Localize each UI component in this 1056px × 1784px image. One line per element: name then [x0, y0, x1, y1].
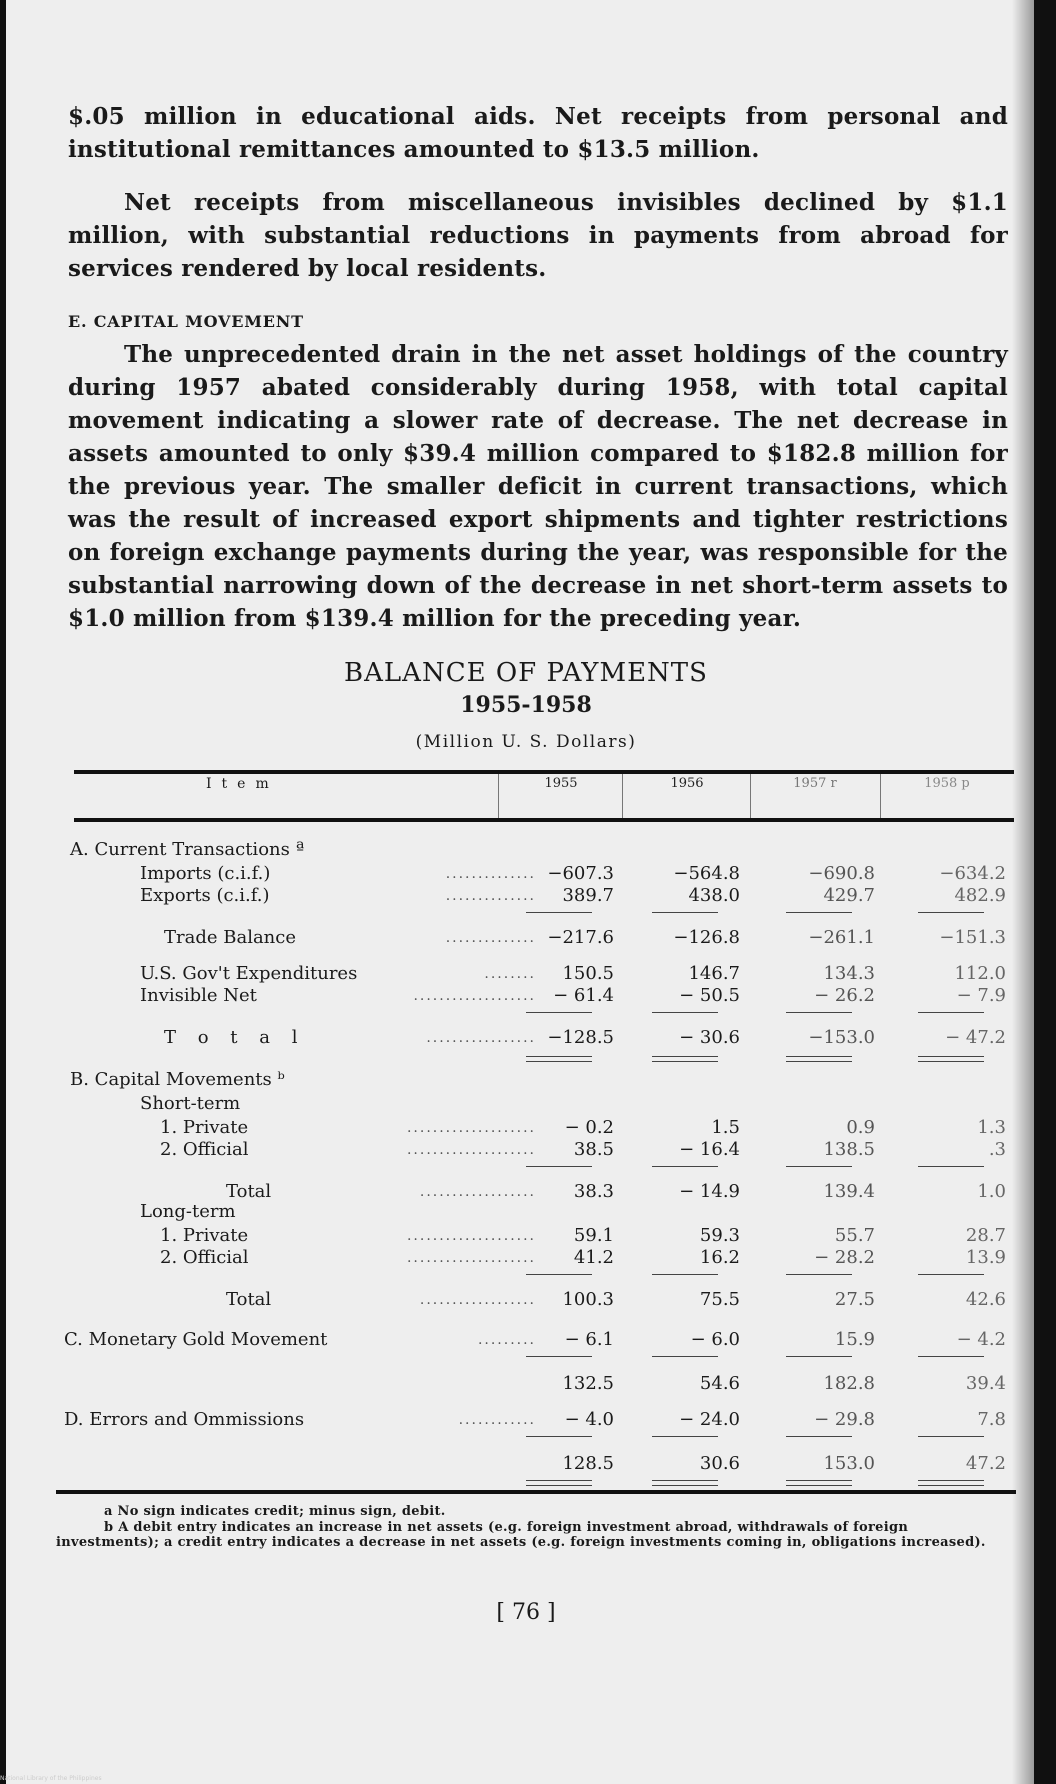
row-label: Long-term: [140, 1201, 236, 1222]
row-label: Exports (c.i.f.): [140, 885, 270, 906]
row-label: 1. Private: [160, 1225, 249, 1246]
cell: 42.6: [965, 1289, 1006, 1310]
cell: 1.5: [711, 1117, 740, 1138]
cell: −128.5: [547, 1027, 614, 1048]
leader-dots: ..................: [419, 1292, 536, 1308]
subtotal-rule: [652, 1012, 718, 1013]
leader-dots: ..............: [445, 930, 536, 946]
section-a-row: [60, 838, 1020, 862]
cell: 39.4: [965, 1373, 1006, 1394]
cell: 1.3: [977, 1117, 1006, 1138]
cell: 55.7: [834, 1225, 875, 1246]
section-c-row: [60, 1328, 1020, 1352]
subtotal-rule: [526, 912, 592, 913]
subtotal-rule: [918, 1274, 984, 1275]
footnote-a: a No sign indicates credit; minus sign, debit.: [104, 1504, 446, 1519]
cell: 75.5: [699, 1289, 740, 1310]
table-row: [60, 1200, 1020, 1224]
col-divider: [880, 774, 881, 818]
cell: 13.9: [965, 1247, 1006, 1268]
table-years: 1955-1958: [460, 692, 592, 718]
subtotal-rule: [786, 1436, 852, 1437]
table-row: [60, 962, 1020, 986]
cell: 27.5: [834, 1289, 875, 1310]
subtotal-rule: [918, 912, 984, 913]
cell: −690.8: [808, 863, 875, 884]
section-heading: E. CAPITAL MOVEMENT: [68, 312, 304, 331]
cell: 389.7: [562, 885, 614, 906]
table-row: [60, 1138, 1020, 1162]
document-page: [6, 0, 1034, 1784]
subtotal-rule: [652, 1274, 718, 1275]
total-double-rule: [786, 1480, 852, 1486]
cell: − 28.2: [814, 1247, 875, 1268]
table-row: [60, 984, 1020, 1008]
col-header-1956: 1956: [670, 776, 704, 791]
row-label: Short-term: [140, 1093, 241, 1114]
cell: 1.0: [977, 1181, 1006, 1202]
page-number: [ 76 ]: [496, 1600, 556, 1625]
subtotal-rule: [526, 1012, 592, 1013]
cell: − 47.2: [945, 1027, 1006, 1048]
leader-dots: ............: [458, 1412, 536, 1428]
section-a-label: A. Current Transactions ª: [70, 839, 305, 860]
subtotal-rule: [786, 1356, 852, 1357]
leader-dots: ....................: [406, 1250, 536, 1266]
row-label: Invisible Net: [140, 985, 257, 1006]
row-label: Total: [226, 1289, 272, 1310]
leader-dots: ....................: [406, 1120, 536, 1136]
cell: − 50.5: [679, 985, 740, 1006]
total-double-rule: [526, 1056, 592, 1062]
col-divider: [750, 774, 751, 818]
table-row: [60, 926, 1020, 950]
cell: 54.6: [699, 1373, 740, 1394]
cell: − 16.4: [679, 1139, 740, 1160]
subtotal-rule: [652, 1356, 718, 1357]
cell: − 14.9: [679, 1181, 740, 1202]
cell: 150.5: [562, 963, 614, 984]
cell: − 0.2: [564, 1117, 614, 1138]
paragraph-2: Net receipts from miscellaneous invisibles declined by $1.1 million, with substantial reductions in payments from abroad for services rendered by local residents.: [68, 189, 1008, 282]
row-label: 2. Official: [160, 1139, 249, 1160]
cell: − 4.0: [564, 1409, 614, 1430]
cell: 429.7: [823, 885, 875, 906]
cell: −217.6: [547, 927, 614, 948]
cell: − 24.0: [679, 1409, 740, 1430]
col-header-1958: 1958 p: [924, 776, 970, 791]
subtotal-rule: [526, 1436, 592, 1437]
subtotal-rule: [918, 1166, 984, 1167]
cell: 438.0: [688, 885, 740, 906]
total-double-rule: [526, 1480, 592, 1486]
cell: 16.2: [699, 1247, 740, 1268]
cell: 482.9: [954, 885, 1006, 906]
cell: −564.8: [673, 863, 740, 884]
table-row: [60, 1224, 1020, 1248]
cell: 41.2: [573, 1247, 614, 1268]
table-title: BALANCE OF PAYMENTS: [344, 658, 708, 688]
cell: − 26.2: [814, 985, 875, 1006]
leader-dots: .........: [477, 1332, 536, 1348]
cell: 138.5: [823, 1139, 875, 1160]
table-row: [60, 1026, 1020, 1050]
cell: −261.1: [808, 927, 875, 948]
table-row: [60, 1452, 1020, 1476]
cell: − 4.2: [956, 1329, 1006, 1350]
row-label: Trade Balance: [164, 927, 297, 948]
total-double-rule: [652, 1480, 718, 1486]
subtotal-rule: [786, 1274, 852, 1275]
cell: 182.8: [823, 1373, 875, 1394]
col-header-1957: 1957 r: [793, 776, 837, 791]
leader-dots: ..............: [445, 888, 536, 904]
total-double-rule: [652, 1056, 718, 1062]
footnote-b: b A debit entry indicates an increase in net assets (e.g. foreign investment abroad, withdrawals of foreign investments); a credit entry indicates a decrease in net assets (e.g. foreign investments coming in, obligations increased).: [56, 1520, 986, 1550]
library-stamp: National Library of the Philippines: [0, 1775, 102, 1782]
paragraph-1: $.05 million in educational aids. Net receipts from personal and institutional remittances amounted to $13.5 million.: [68, 103, 1008, 163]
col-header-1955: 1955: [544, 776, 578, 791]
leader-dots: ...................: [413, 988, 536, 1004]
page-shadow: [1012, 0, 1034, 1784]
subtotal-rule: [526, 1166, 592, 1167]
section-d-label: D. Errors and Ommissions: [64, 1409, 305, 1430]
cell: −151.3: [939, 927, 1006, 948]
row-label: U.S. Gov't Expenditures: [140, 963, 358, 984]
cell: 153.0: [823, 1453, 875, 1474]
table-row: [60, 1288, 1020, 1312]
total-double-rule: [918, 1056, 984, 1062]
total-double-rule: [918, 1480, 984, 1486]
subtotal-rule: [526, 1274, 592, 1275]
cell: 146.7: [688, 963, 740, 984]
table-row: [60, 862, 1020, 886]
cell: − 29.8: [814, 1409, 875, 1430]
row-label: Total: [226, 1181, 272, 1202]
cell: 134.3: [823, 963, 875, 984]
col-divider: [498, 774, 499, 818]
subtotal-rule: [918, 1356, 984, 1357]
cell: .3: [988, 1139, 1006, 1160]
cell: 132.5: [562, 1373, 614, 1394]
cell: − 6.0: [690, 1329, 740, 1350]
table-bottom-rule: [56, 1490, 1016, 1494]
table-row: [60, 1372, 1020, 1396]
leader-dots: ..............: [445, 866, 536, 882]
leader-dots: ........: [484, 966, 536, 982]
table-row: [60, 1246, 1020, 1270]
cell: − 30.6: [679, 1027, 740, 1048]
cell: 128.5: [562, 1453, 614, 1474]
cell: 112.0: [954, 963, 1006, 984]
table-row: [60, 884, 1020, 908]
table-row: [60, 1092, 1020, 1116]
paragraph-3: The unprecedented drain in the net asset holdings of the country during 1957 abated considerably during 1958, with total capital movement indicating a slower rate of decrease. The net decrease in assets amounted to only $39.4 million compared to $182.8 million for the previous year. The smaller deficit in current transactions, which was the result of increased export shipments and tighter restrictions on foreign exchange payments during the year, was responsible for the substantial narrowing down of the decrease in net short-term assets to $1.0 million from $139.4 million for the preceding year.: [68, 341, 1008, 632]
col-divider: [622, 774, 623, 818]
item-column-header: Item: [206, 776, 279, 792]
cell: −153.0: [808, 1027, 875, 1048]
cell: 100.3: [562, 1289, 614, 1310]
subtotal-rule: [786, 1166, 852, 1167]
cell: 59.1: [573, 1225, 614, 1246]
cell: 38.5: [573, 1139, 614, 1160]
subtotal-rule: [652, 912, 718, 913]
cell: − 7.9: [956, 985, 1006, 1006]
section-d-row: [60, 1408, 1020, 1432]
leader-dots: ..................: [419, 1184, 536, 1200]
section-b-label: B. Capital Movements ᵇ: [70, 1069, 285, 1090]
total-double-rule: [786, 1056, 852, 1062]
subtotal-rule: [918, 1012, 984, 1013]
table-row: [60, 1116, 1020, 1140]
cell: −126.8: [673, 927, 740, 948]
subtotal-rule: [652, 1436, 718, 1437]
subtotal-rule: [652, 1166, 718, 1167]
cell: − 6.1: [564, 1329, 614, 1350]
row-label: 2. Official: [160, 1247, 249, 1268]
cell: 0.9: [846, 1117, 875, 1138]
subtotal-rule: [526, 1356, 592, 1357]
row-label: 1. Private: [160, 1117, 249, 1138]
table-units: (Million U. S. Dollars): [415, 732, 637, 752]
row-label: Imports (c.i.f.): [140, 863, 271, 884]
row-label: T o t a l: [164, 1027, 306, 1048]
cell: 28.7: [965, 1225, 1006, 1246]
leader-dots: ....................: [406, 1142, 536, 1158]
table-top-rule: [74, 770, 1014, 774]
cell: 30.6: [699, 1453, 740, 1474]
cell: 47.2: [965, 1453, 1006, 1474]
cell: −607.3: [547, 863, 614, 884]
subtotal-rule: [786, 912, 852, 913]
cell: 139.4: [823, 1181, 875, 1202]
section-c-label: C. Monetary Gold Movement: [64, 1329, 328, 1350]
table-header-rule: [74, 818, 1014, 822]
cell: 38.3: [573, 1181, 614, 1202]
subtotal-rule: [786, 1012, 852, 1013]
cell: −634.2: [939, 863, 1006, 884]
subtotal-rule: [918, 1436, 984, 1437]
cell: 59.3: [699, 1225, 740, 1246]
leader-dots: ....................: [406, 1228, 536, 1244]
cell: − 61.4: [553, 985, 614, 1006]
cell: 15.9: [834, 1329, 875, 1350]
section-b-row: [60, 1068, 1020, 1092]
leader-dots: .................: [426, 1030, 536, 1046]
cell: 7.8: [977, 1409, 1006, 1430]
